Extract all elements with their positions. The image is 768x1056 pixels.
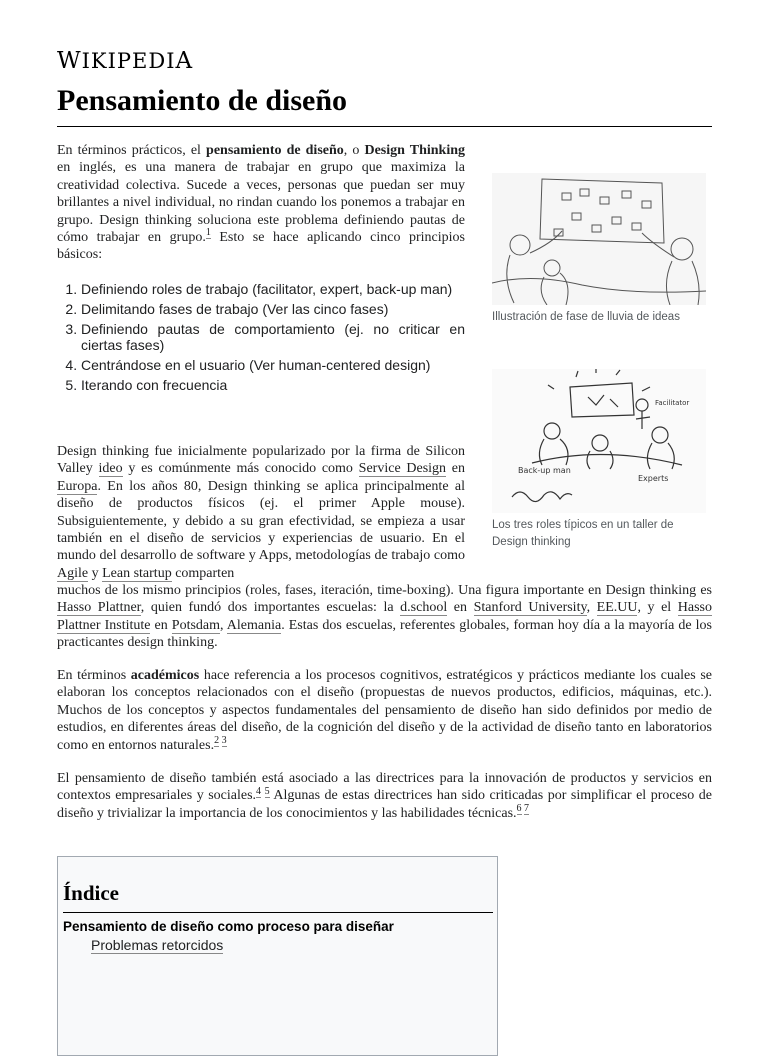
figure-caption: Los tres roles típicos en un taller de Design thinking: [492, 519, 674, 548]
brainstorm-sketch-image[interactable]: [492, 173, 706, 305]
link-ideo[interactable]: ideo: [98, 461, 123, 477]
label-facilitator: Facilitator: [655, 399, 690, 407]
label-experts: Experts: [638, 474, 669, 483]
ref-2[interactable]: 2: [214, 734, 220, 746]
ref-5[interactable]: 5: [264, 785, 270, 797]
list-item: 4. Centrándose en el usuario (Ver human-centered design): [81, 357, 465, 373]
label-backup-man: Back-up man: [518, 466, 571, 475]
academic-paragraph: En términos académicos hace referencia a los procesos cognitivos, estratégicos y prácticos mediante los cuales se elaboran los conceptos relacionados con el diseño (propuestas de nuevos productos, edificios, máquinas, etc.). Muchos de los conceptos y aspectos fundamentales del pensamiento de diseño han sido definidos por medio de estudios, en diferentes áreas del diseño, de la cognición del diseño y de la actividad de diseño tanto en laboratorios como en entornos naturales.$^{2 3}$: [57, 668, 712, 753]
link-stanford[interactable]: Stanford University: [473, 600, 587, 616]
ref-3[interactable]: 3: [221, 734, 227, 746]
toc-item-proceso[interactable]: Pensamiento de diseño como proceso para diseñar: [63, 919, 394, 934]
link-potsdam[interactable]: Potsdam: [171, 617, 221, 633]
link-hpi[interactable]: Hasso Plattner Institute: [57, 600, 712, 633]
history-paragraph-continued: muchos de los mismo principios (roles, fases, iteración, time-boxing). Una figura importante en Design thinking es Hasso Plattner, quien fundó dos importantes escuelas: la d.school en Stanford University, EE.UU, y el Hasso Plattner Institute en Potsdam, Alemania. Estas dos escuelas, referentes globales, forman hoy día a la mayoría de los practicantes design thinking.: [57, 583, 713, 651]
roles-sketch-image[interactable]: [492, 369, 706, 513]
list-item: 3. Definiendo pautas de comportamiento (ej. no criticar en ciertas fases): [81, 321, 465, 353]
link-service-design[interactable]: Service Design: [358, 461, 447, 477]
figure-roles: [492, 369, 706, 551]
history-paragraph: Design thinking fue inicialmente popularizado por la firma de Silicon Valley ideo y es comúnmente más conocido como Service Design en Europa. En los años 80, Design thinking se aplica principalmente al diseño de productos físicos (ej. el primer Apple mouse). Subsiguientemente, y debido a su gran efectividad, se empieza a usar también en el diseño de servicios y experiencias de usuario. En el mundo del desarrollo de software y Apps, metodologías de trabajo como Agile y Lean startup comparten: [57, 444, 465, 581]
title-divider: [57, 126, 712, 127]
list-item: 2. Delimitando fases de trabajo (Ver las cinco fases): [81, 301, 465, 317]
wikipedia-logo[interactable]: WIKIPEDIA: [57, 48, 194, 74]
figure-caption: Illustración de fase de lluvia de ideas: [492, 311, 680, 323]
toc-divider: [63, 912, 493, 913]
link-d-school[interactable]: d.school: [400, 600, 448, 616]
ref-7[interactable]: 7: [524, 803, 530, 815]
link-alemania[interactable]: Alemania: [226, 617, 282, 633]
ref-1[interactable]: 1: [205, 227, 211, 239]
ref-4[interactable]: 4: [256, 785, 262, 797]
table-of-contents: [57, 856, 498, 1056]
link-europa[interactable]: Europa: [57, 478, 98, 494]
link-eeuu[interactable]: EE.UU: [596, 600, 638, 616]
toc-heading: Índice: [63, 881, 120, 905]
list-item: 5. Iterando con frecuencia: [81, 377, 465, 393]
toc-item-problemas-retorcidos[interactable]: Problemas retorcidos: [91, 937, 224, 953]
link-lean-startup[interactable]: Lean startup: [102, 565, 172, 581]
page-title: Pensamiento de diseño: [57, 84, 348, 117]
intro-paragraph: En términos prácticos, el pensamiento de diseño, o Design Thinking en inglés, es una manera de trabajar en grupo que maximiza la creatividad colectiva. Sucede a veces, personas que puedan ser muy brillantes a nivel individual, no rindan cuando los ponemos a trabajar en grupo. Design thinking soluciona este problema definiendo pautas de cómo trabajar en grupo.$^1$ Esto se hace aplicando cinco principios básicos:: [57, 143, 465, 263]
principles-list: [57, 281, 465, 397]
link-agile[interactable]: Agile: [57, 565, 89, 581]
figure-brainstorm: [492, 173, 706, 326]
link-hasso-plattner[interactable]: Hasso Plattner: [57, 600, 141, 616]
list-item: 1. Definiendo roles de trabajo (facilitator, expert, back-up man): [81, 281, 465, 297]
innovation-paragraph: El pensamiento de diseño también está asociado a las directrices para la innovación de productos y servicios en contextos empresariales y sociales.$^{4 5}$ Algunas de estas directrices han sido criticadas por simplificar el proceso de diseño y trivializar la importancia de los conocimientos y las habilidades técnicas.$^{6 7}$: [57, 771, 713, 821]
ref-6[interactable]: 6: [516, 803, 522, 815]
